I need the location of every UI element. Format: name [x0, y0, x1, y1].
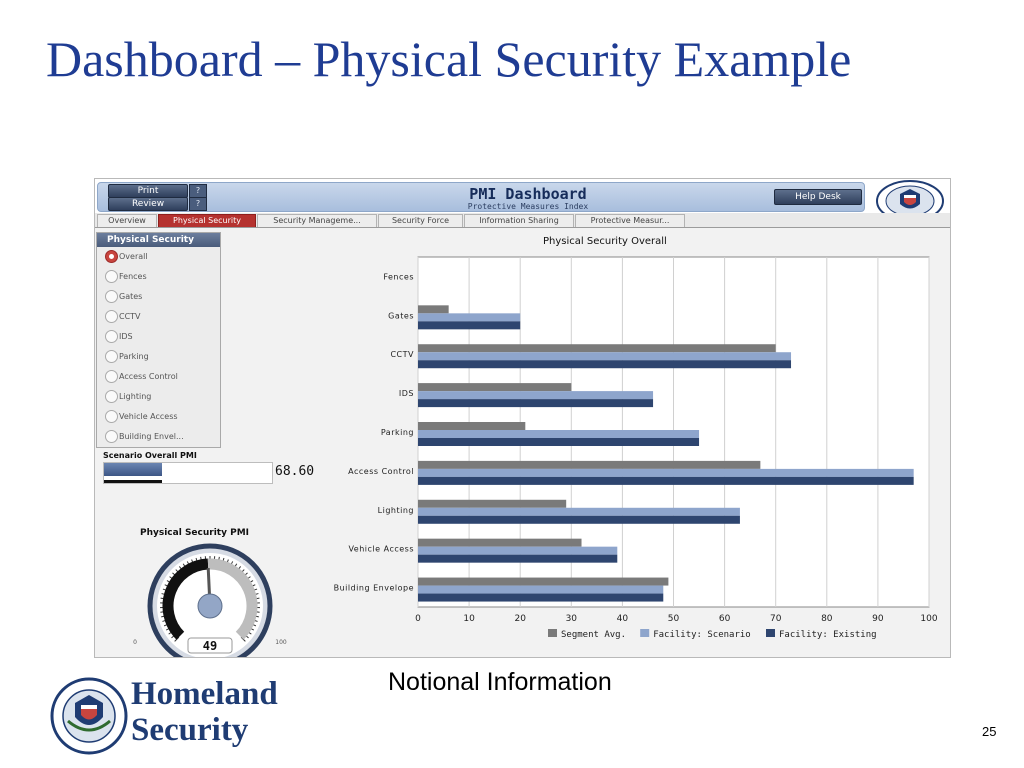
- bar: [418, 578, 668, 586]
- category-label: CCTV: [390, 350, 414, 360]
- radio-icon[interactable]: [105, 370, 118, 383]
- tab-strip: [95, 213, 950, 228]
- print-help-icon[interactable]: ?: [189, 184, 207, 198]
- category-label: IDS: [398, 389, 414, 399]
- radio-selected-icon[interactable]: [105, 250, 118, 263]
- legend-label: Facility: Existing: [779, 630, 877, 640]
- radio-ids[interactable]: [105, 330, 133, 344]
- x-tick-label: 90: [872, 614, 884, 624]
- scenario-pmi-underline: [104, 480, 162, 483]
- x-tick-label: 30: [565, 614, 578, 624]
- dhs-logo-seal-icon: [50, 677, 128, 755]
- help-desk-button[interactable]: Help Desk: [774, 189, 862, 205]
- legend-label: Facility: Scenario: [653, 630, 751, 640]
- legend-swatch: [640, 629, 649, 637]
- bar: [418, 352, 791, 360]
- x-tick-label: 80: [821, 614, 833, 624]
- radio-overall[interactable]: [105, 250, 148, 264]
- tab-information-sharing[interactable]: Information Sharing: [464, 214, 574, 227]
- scenario-overall-pmi-label: Scenario Overall PMI: [103, 451, 197, 460]
- radio-icon[interactable]: [105, 350, 118, 363]
- bar: [418, 516, 740, 524]
- app-subtitle: Protective Measures Index: [467, 202, 589, 211]
- x-tick-label: 0: [415, 614, 421, 624]
- radio-label: Building Envel...: [119, 432, 184, 441]
- radio-icon[interactable]: [105, 410, 118, 423]
- notional-information-note: Notional Information: [388, 668, 612, 696]
- gauge-max-label: 100: [275, 639, 287, 646]
- radio-building-envelope[interactable]: [105, 430, 184, 444]
- app-title: PMI Dashboard: [469, 185, 587, 203]
- radio-lighting[interactable]: [105, 390, 151, 404]
- bar: [418, 430, 699, 438]
- tab-overview[interactable]: Overview: [97, 214, 157, 227]
- radio-icon[interactable]: [105, 330, 118, 343]
- legend-swatch: [766, 629, 775, 637]
- bar: [418, 594, 663, 602]
- header-bar: [97, 182, 865, 212]
- radio-access-control[interactable]: [105, 370, 178, 384]
- radio-label: IDS: [119, 332, 133, 341]
- gauge-label: Physical Security PMI: [140, 528, 249, 538]
- gauge-hub: [198, 594, 222, 618]
- physical-security-gauge: [125, 538, 295, 657]
- legend-swatch: [548, 629, 557, 637]
- radio-label: Lighting: [119, 392, 152, 401]
- bar: [418, 508, 740, 516]
- x-tick-label: 100: [920, 614, 938, 624]
- radio-label: Vehicle Access: [119, 412, 178, 421]
- x-tick-label: 50: [667, 614, 680, 624]
- bar: [418, 344, 776, 352]
- bar: [418, 461, 760, 469]
- bar: [418, 500, 566, 508]
- bar: [418, 399, 653, 407]
- review-button[interactable]: Review: [108, 197, 188, 211]
- panel-heading: Physical Security: [97, 233, 220, 247]
- radio-icon[interactable]: [105, 310, 118, 323]
- bar: [418, 313, 520, 321]
- bar: [418, 477, 914, 485]
- category-label: Fences: [383, 272, 414, 282]
- radio-icon[interactable]: [105, 390, 118, 403]
- radio-label: Fences: [119, 272, 147, 281]
- category-label: Gates: [388, 311, 414, 321]
- pmi-dashboard-window: [94, 178, 951, 658]
- radio-parking[interactable]: [105, 350, 149, 364]
- page-number: 25: [982, 724, 997, 739]
- app-header: [95, 179, 950, 213]
- radio-gates[interactable]: [105, 290, 142, 304]
- bar: [418, 547, 617, 555]
- category-label: Lighting: [377, 505, 414, 515]
- category-label: Building Envelope: [333, 583, 414, 593]
- radio-label: CCTV: [119, 312, 141, 321]
- bar: [418, 391, 653, 399]
- x-tick-label: 40: [616, 614, 629, 624]
- tab-protective-measures[interactable]: Protective Measur...: [575, 214, 685, 227]
- radio-fences[interactable]: [105, 270, 147, 284]
- radio-icon[interactable]: [105, 270, 118, 283]
- bar: [418, 469, 914, 477]
- physical-security-bar-chart: [310, 251, 950, 653]
- bar: [418, 555, 617, 563]
- gauge-min-label: 0: [133, 639, 137, 646]
- x-tick-label: 20: [514, 614, 526, 624]
- dhs-logo-security: Security: [131, 712, 249, 748]
- radio-label: Gates: [119, 292, 143, 301]
- bar: [418, 360, 791, 368]
- physical-security-panel: [96, 232, 221, 448]
- bar: [418, 305, 449, 313]
- legend-label: Segment Avg.: [561, 630, 627, 640]
- tab-security-force[interactable]: Security Force: [378, 214, 463, 227]
- bar: [418, 438, 699, 446]
- radio-icon[interactable]: [105, 290, 118, 303]
- radio-label: Parking: [119, 352, 149, 361]
- tab-security-management[interactable]: Security Manageme...: [257, 214, 377, 227]
- bar: [418, 321, 520, 329]
- dhs-logo-homeland: Homeland: [131, 676, 278, 712]
- radio-vehicle-access[interactable]: [105, 410, 178, 424]
- slide-title: Dashboard – Physical Security Example: [46, 31, 852, 87]
- radio-icon[interactable]: [105, 430, 118, 443]
- category-label: Vehicle Access: [348, 544, 414, 554]
- bar: [418, 586, 663, 594]
- review-help-icon[interactable]: ?: [189, 197, 207, 211]
- radio-label: Overall: [119, 252, 148, 261]
- gauge-value: 49: [202, 639, 218, 653]
- category-label: Parking: [380, 428, 414, 437]
- scenario-pmi-fill: [104, 463, 162, 476]
- x-tick-label: 10: [463, 614, 475, 624]
- x-tick-label: 60: [718, 614, 731, 624]
- scenario-pmi-value: 68.60: [275, 464, 315, 479]
- scenario-pmi-bar: [103, 462, 273, 484]
- radio-cctv[interactable]: [105, 310, 141, 324]
- bar: [418, 539, 582, 547]
- x-tick-label: 70: [769, 614, 782, 624]
- bar: [418, 422, 525, 430]
- radio-label: Access Control: [119, 372, 178, 381]
- chart-title: Physical Security Overall: [543, 236, 667, 247]
- bar: [418, 383, 571, 391]
- tab-physical-security[interactable]: Physical Security: [158, 214, 256, 227]
- print-button[interactable]: Print: [108, 184, 188, 198]
- category-label: Access Control: [348, 466, 414, 476]
